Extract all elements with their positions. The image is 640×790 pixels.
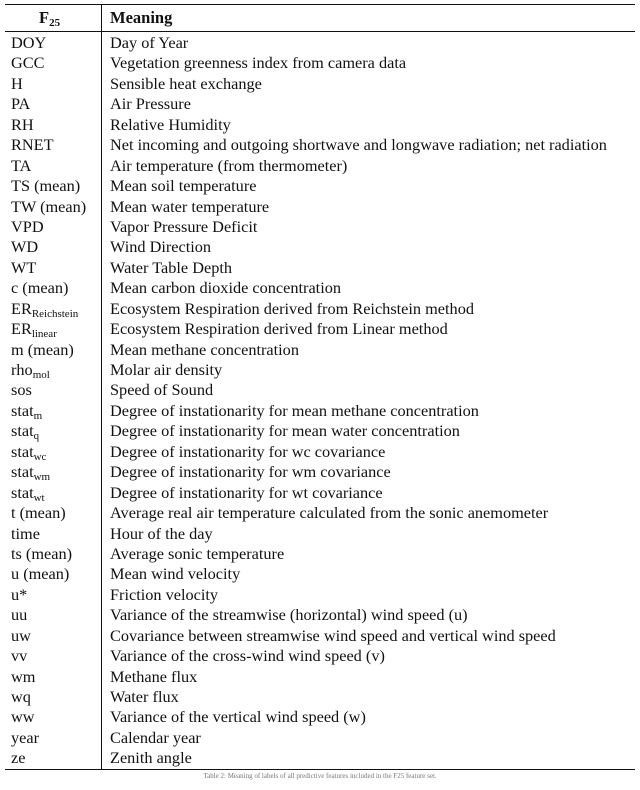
feature-label: TA (11, 155, 32, 175)
table-row (5, 93, 635, 113)
feature-meaning: Vegetation greenness index from camera data (110, 53, 407, 73)
feature-label: H (11, 73, 23, 93)
feature-meaning: Degree of instationarity for mean water concentration (110, 421, 460, 441)
feature-meaning: Sensible heat exchange (110, 73, 262, 93)
feature-label: year (11, 727, 40, 747)
table-row (5, 482, 635, 502)
table-row (5, 645, 635, 665)
feature-meaning: Mean soil temperature (110, 176, 257, 196)
feature-meaning: Speed of Sound (110, 380, 214, 400)
feature-meaning: Methane flux (110, 666, 198, 686)
feature-meaning: Vapor Pressure Deficit (110, 216, 258, 236)
table-row (5, 216, 635, 236)
feature-label: wq (11, 687, 31, 706)
table-row (5, 379, 635, 399)
feature-label: sos (11, 380, 32, 400)
feature-label: PA (11, 94, 31, 114)
feature-meaning: Mean wind velocity (110, 564, 241, 584)
feature-label: ts (mean) (11, 543, 73, 563)
feature-label: uu (11, 605, 28, 625)
table-row (5, 134, 635, 154)
feature-meaning: Mean methane concentration (110, 339, 299, 359)
feature-meaning: Covariance between streamwise wind speed and vertical wind speed (110, 625, 556, 645)
feature-meaning: Ecosystem Respiration derived from Reichstein method (110, 298, 474, 318)
feature-meaning: Day of Year (110, 33, 189, 52)
table-bottom-rule (5, 769, 635, 770)
feature-meaning: Water Table Depth (110, 257, 233, 277)
feature-meaning: Variance of the cross-wind wind speed (v) (110, 646, 385, 666)
feature-label: RNET (11, 135, 54, 155)
table-row (5, 727, 635, 747)
table-row (5, 257, 635, 277)
table-row (5, 236, 635, 256)
feature-label: statwt (11, 482, 45, 504)
feature-label: DOY (11, 33, 47, 52)
feature-label: WD (11, 237, 39, 257)
table-header-row (5, 5, 635, 31)
feature-label: TW (mean) (11, 196, 87, 216)
table-row (5, 686, 635, 706)
table-row (5, 666, 635, 686)
table-row (5, 420, 635, 443)
table-row (5, 196, 635, 216)
feature-label: VPD (11, 216, 44, 236)
table-row (5, 155, 635, 175)
feature-meaning: Zenith angle (110, 748, 192, 768)
table-row (5, 502, 635, 522)
table-row (5, 359, 635, 379)
feature-label: u* (11, 584, 28, 604)
feature-meaning: Average sonic temperature (110, 543, 285, 563)
table-row (5, 32, 635, 52)
feature-label: wm (11, 666, 36, 686)
table-row (5, 461, 635, 484)
feature-meaning: Net incoming and outgoing shortwave and longwave radiation; net radiation (110, 135, 607, 155)
feature-meaning: Ecosystem Respiration derived from Linear method (110, 319, 448, 339)
feature-label: time (11, 523, 40, 543)
feature-meaning: Air temperature (from thermometer) (110, 155, 348, 175)
feature-meaning: Variance of the streamwise (horizontal) wind speed (u) (110, 605, 468, 625)
feature-label: vv (11, 646, 28, 666)
header-feature: F25 (39, 8, 61, 29)
feature-meaning: Molar air density (110, 360, 223, 379)
feature-label: statm (11, 400, 43, 422)
feature-label: ze (11, 748, 26, 768)
feature-meaning: Mean carbon dioxide concentration (110, 278, 342, 298)
table-row (5, 175, 635, 195)
table-row (5, 277, 635, 297)
feature-label: ERlinear (11, 319, 57, 341)
table-row (5, 625, 635, 645)
feature-label: c (mean) (11, 278, 69, 298)
feature-label: u (mean) (11, 564, 70, 584)
table-body (5, 32, 635, 768)
feature-label: uw (11, 625, 31, 645)
feature-meaning: Variance of the vertical wind speed (w) (110, 707, 366, 727)
feature-meaning: Calendar year (110, 727, 201, 747)
table-row (5, 604, 635, 624)
table-row (5, 747, 635, 767)
feature-meaning: Air Pressure (110, 94, 191, 114)
table-row (5, 563, 635, 583)
table-row (5, 441, 635, 461)
feature-label: ww (11, 707, 35, 727)
feature-meaning: Average real air temperature calculated from the sonic anemometer (110, 503, 549, 523)
feature-meaning: Mean water temperature (110, 196, 270, 216)
feature-meaning: Degree of instationarity for mean methane concentration (110, 400, 479, 420)
feature-meaning: Water flux (110, 687, 179, 706)
feature-label: RH (11, 114, 34, 134)
table-row (5, 298, 635, 318)
feature-label: WT (11, 257, 37, 277)
table-row (5, 318, 635, 341)
header-meaning: Meaning (110, 8, 173, 27)
feature-label: TS (mean) (11, 176, 81, 196)
feature-label: statwc (11, 441, 47, 463)
feature-meaning: Relative Humidity (110, 114, 231, 134)
feature-label: ERReichstein (11, 298, 79, 320)
table-caption: Table 2: Meaning of labels of all predictive features included in the F25 feature set. (203, 772, 437, 780)
table-row (5, 523, 635, 543)
feature-label: GCC (11, 53, 45, 73)
feature-meaning: Degree of instationarity for wt covariance (110, 482, 383, 502)
feature-label: m (mean) (11, 339, 74, 359)
feature-meaning: Friction velocity (110, 584, 219, 604)
table-row (5, 73, 635, 93)
table-row (5, 584, 635, 604)
feature-label: rhomol (11, 360, 50, 381)
table-row (5, 339, 635, 359)
feature-meaning: Degree of instationarity for wm covariance (110, 462, 391, 482)
feature-label: t (mean) (11, 503, 66, 523)
table-row (5, 114, 635, 134)
table-row (5, 706, 635, 726)
feature-meaning: Hour of the day (110, 523, 213, 543)
feature-label: statq (11, 421, 40, 443)
table-row (5, 52, 635, 72)
feature-meaning: Degree of instationarity for wc covariance (110, 441, 386, 461)
feature-label: statwm (11, 462, 51, 484)
table-row (5, 400, 635, 420)
table-row (5, 543, 635, 563)
feature-meaning: Wind Direction (110, 237, 212, 257)
